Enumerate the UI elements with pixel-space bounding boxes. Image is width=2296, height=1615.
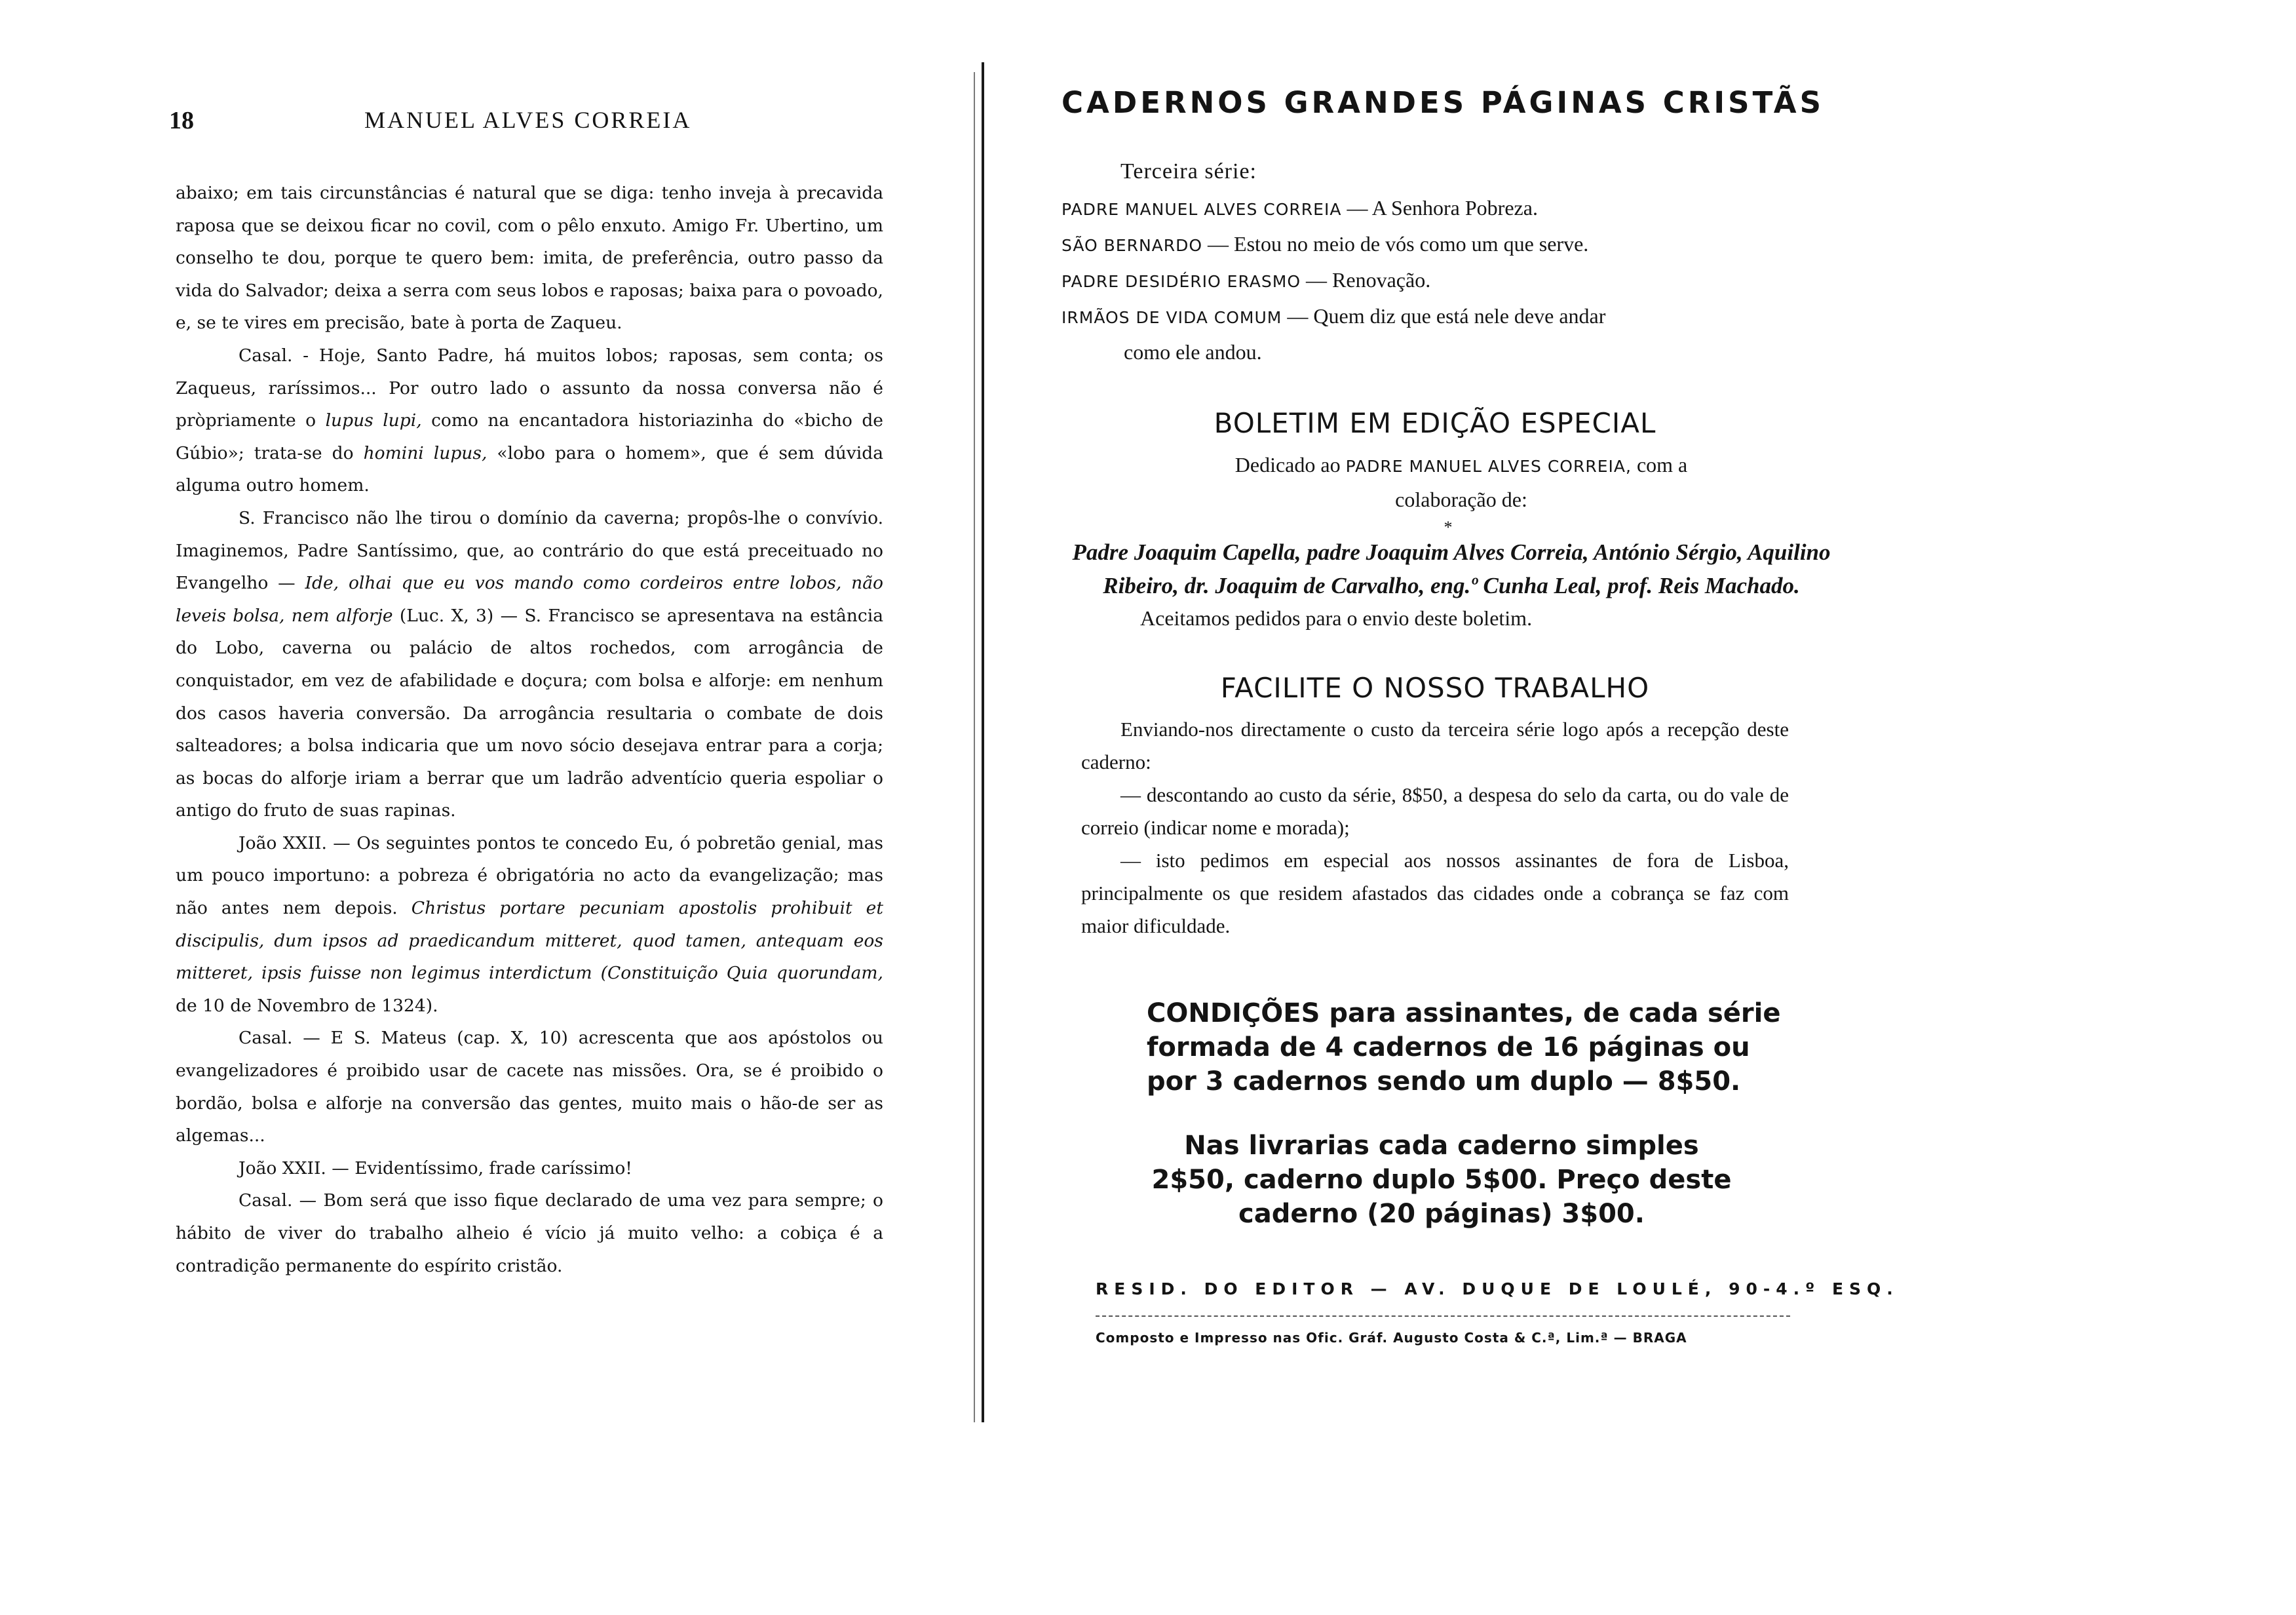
body-text: S. Francisco não lhe tirou o domínio da caverna; propôs-lhe o convívio. Imaginemos, Padre Santíssimo, que, ao contrário do que está preceituado no Evangelho — [176,507,883,594]
series-entry [1062,227,1835,263]
body-text: Casal. - Hoje, Santo Padre, há muitos lobos; raposas, sem conta; os Zaqueus, raríssimos... Por outro lado o assunto da nossa conversa não é pròpriamente o [176,345,883,431]
left-paragraph [176,827,883,1022]
left-page-body [176,177,883,1282]
left-page [128,98,889,1282]
entry-separator: — [1301,268,1333,292]
facilite-body [1081,713,1789,943]
italic-text: Ide, olhai que eu vos mando como cordeiros entre lobos, não leveis bolsa, nem alforje [176,573,883,626]
page-number: 18 [169,107,194,134]
facilite-paragraph: — isto pedimos em especial aos nossos assinantes de fora de Lisboa, principalmente os que residem afastados das cidades onde a cobrança se faz com maior dificuldade. [1081,849,1789,937]
left-paragraph [176,1184,883,1282]
entry-title: Estou no meio de vós como um que serve. [1234,232,1589,256]
body-text: abaixo; em tais circunstâncias é natural que se diga: tenho inveja à precavida raposa que se deixou ficar no covil, com o pêlo enxuto. Amigo Fr. Ubertino, um conselho te dou, porque te quero bem: imita, de preferência, outro passo da vida do Salvador; deixa a serra com seus lobos e raposas; baixa para o povoado, e, se te vires em precisão, bate à porta de Zaqueu. [176,183,883,334]
divider-rule [1096,1315,1790,1318]
dedication-suffix: com a [1636,453,1688,477]
right-page [1062,85,1899,1346]
running-head [128,98,889,144]
body-text: de 10 de Novembro de 1324). [176,995,438,1016]
body-text: Casal. — E S. Mateus (cap. X, 10) acrescenta que aos apóstolos ou evangelizadores é proibido usar de cacete nas missões. Ora, se é proibido o bordão, bolsa e alforje na conversão das gentes, muito mais o hão-de ser as algemas... [176,1028,883,1146]
body-text: João XXII. — Os seguintes pontos te concedo Eu, ó pobretão genial, mas um pouco importuno: a pobreza é obrigatória no acto da evangelização; mas não antes nem depois. [176,832,883,919]
entry-author: PADRE MANUEL ALVES CORREIA [1062,200,1342,219]
entry-author: SÃO BERNARDO [1062,236,1203,255]
body-text: como na encantadora historiazinha do «bicho de Gúbio»; trata-se do [176,410,883,463]
collaborators-list: Padre Joaquim Capella, padre Joaquim Alves Correia, António Sérgio, Aquilino Ribeiro, dr. Joaquim de Carvalho, eng.º Cunha Leal, prof. Reis Machado. [1072,539,1831,598]
italic-text: homini lupus, [363,442,488,463]
series-label: Terceira série: [1120,159,1257,184]
boletim-note: Aceitamos pedidos para o envio deste boletim. [1140,606,1533,630]
series-entry [1062,191,1835,227]
entry-title: A Senhora Pobreza. [1371,196,1538,220]
dedication [1088,448,1835,516]
italic-text: lupus lupi, [325,410,422,431]
left-paragraph [176,340,883,502]
left-paragraph [176,502,883,827]
conditions-subscribers: CONDIÇÕES para assinantes, de cada série formada de 4 cadernos de 16 páginas ou por 3 cadernos sendo um duplo — 8$50. [1147,998,1781,1097]
printer-imprint: Composto e Impresso nas Ofic. Gráf. Augusto Costa & C.ª, Lim.ª — BRAGA [1096,1330,1687,1346]
body-text: Casal. — Bom será que isso fique declarado de uma vez para sempre; o hábito de viver do trabalho alheio é vício já muito velho: a cobiça é a contradição permanente do espírito cristão. [176,1190,883,1276]
entry-separator: — [1282,304,1314,328]
conditions-bookstores: Nas livrarias cada caderno simples 2$50, caderno duplo 5$00. Preço deste caderno (20 páginas) 3$00. [1151,1131,1732,1229]
entry-title: Quem diz que está nele deve andar [1313,304,1606,328]
boletim-title: BOLETIM EM EDIÇÃO ESPECIAL [1214,407,1656,439]
entry-title-continuation: como ele andou. [1124,340,1262,364]
series-entries [1062,191,1835,369]
entry-title: Renovação. [1332,268,1431,292]
series-entry [1062,299,1835,335]
body-text: «lobo para o homem», que é sem dúvida alguma outro homem. [176,442,883,496]
italic-text: Christus portare pecuniam apostolis prohibuit et discipulis, dum ipsos ad praedicandum mitteret, quod tamen, antequam eos mitteret, ipsis fuisse non legimus interdictum (Constituição Quia quorundam, [176,898,883,984]
facilite-title: FACILITE O NOSSO TRABALHO [1220,672,1650,704]
facilite-paragraph: Enviando-nos directamente o custo da terceira série logo após a recepção deste caderno: [1081,718,1789,773]
asterisk-ornament: * [1444,518,1453,537]
dedication-name: PADRE MANUEL ALVES CORREIA, [1345,457,1632,476]
editor-address: RESID. DO EDITOR — AV. DUQUE DE LOULÉ, 90-4.º ESQ. [1096,1279,1899,1298]
entry-author: PADRE DESIDÉRIO ERASMO [1062,272,1301,291]
body-text: João XXII. — Evidentíssimo, frade caríssimo! [239,1158,632,1178]
gutter-shadow [974,72,975,1422]
dedication-prefix: Dedicado ao [1234,453,1341,477]
left-paragraph [176,1022,883,1152]
left-paragraph [176,1152,883,1185]
facilite-paragraph: — descontando ao custo da série, 8$50, a despesa do selo da carta, ou do vale de correio (indicar nome e morada); [1081,783,1789,839]
entry-author: IRMÃOS DE VIDA COMUM [1062,308,1282,327]
entry-separator: — [1202,232,1234,256]
series-header: CADERNOS GRANDES PÁGINAS CRISTÃS [1062,85,1825,120]
running-title: MANUEL ALVES CORREIA [364,107,692,133]
body-text: (Luc. X, 3) — S. Francisco se apresentava na estância do Lobo, caverna ou palácio de altos rochedos, com arrogância de conquistador, em vez de afabilidade e doçura; com bolsa e alforje: em nenhum dos casos haveria conversão. Da arrogância resultaria o combate de dois salteadores; a bolsa indicaria que um novo sócio desejava entrar para a corja; as bocas do alforje iriam a berrar que um ladrão adventício queria espoliar o antigo do fruto de suas rapinas. [176,605,883,821]
left-paragraph [176,177,883,340]
conditions-block [1147,996,1789,1231]
gutter-fold [982,62,984,1422]
dedication-line2: colaboração de: [1395,488,1527,511]
entry-separator: — [1341,196,1372,220]
series-entry [1062,263,1835,299]
